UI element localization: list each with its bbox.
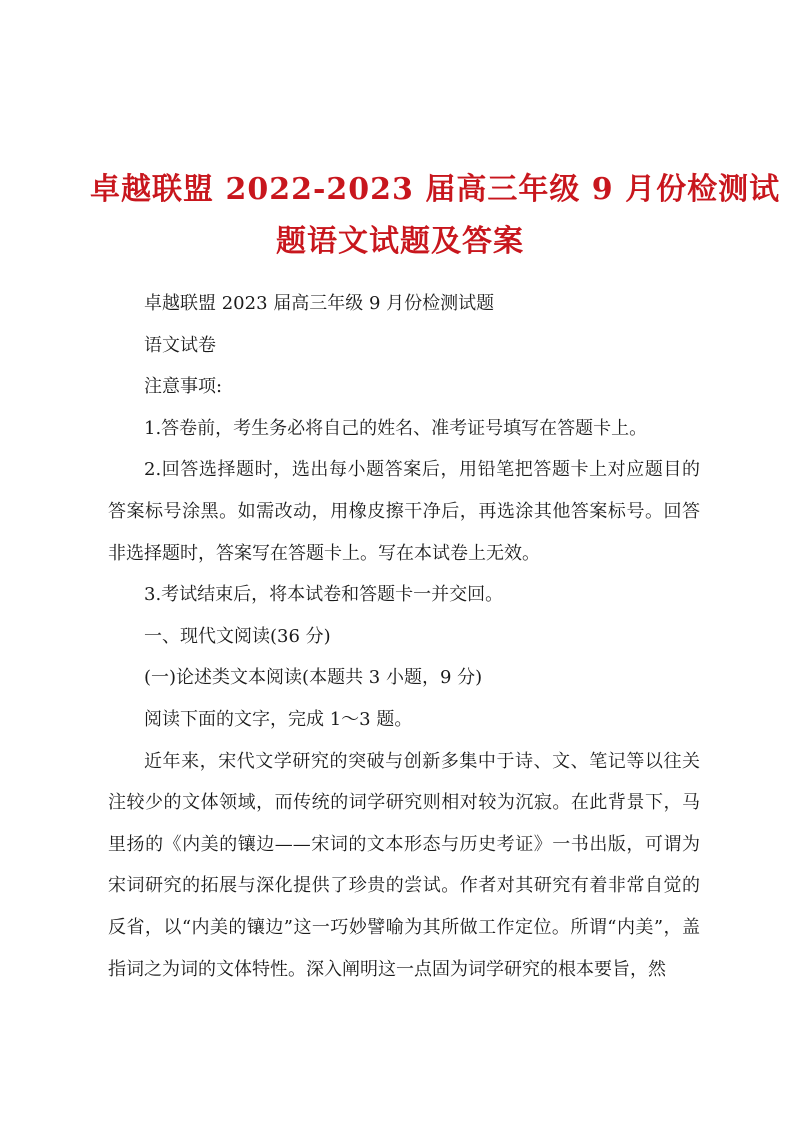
paragraph-notice-heading: 注意事项: [144,376,223,398]
paragraph-notice-3: 3.考试结束后，将本试卷和答题卡一并交回。 [144,584,504,606]
reading-passage: 近年来，宋代文学研究的突破与创新多集中于诗、文、笔记等以往关注较少的文体领域，而传统的词学研究则相对较为沉寂。在此背景下，马里扬的《内美的镶边——宋词的文本形态与历史考证》一书出版，可谓为宋词研究的拓展与深化提供了珍贵的尝试。作者对其研究有着非常自觉的反省，以“内美的镶边”这一巧妙譬喻为其所做工作定位。所谓“内美”，盖指词之为词的文体特性。深入阐明这一点固为词学研究的根本要旨，然 [108,750,700,980]
section-heading: 一、现代文阅读(36 分) [144,625,331,647]
title-line-1: 卓越联盟 2022-2023 届高三年级 9 月份检测试 [90,172,781,207]
document-title [90,164,781,268]
paragraph-exam-name: 卓越联盟 2023 届高三年级 9 月份检测试题 [144,293,495,314]
paragraph-notice-2: 2.回答选择题时，选出每小题答案后，用铅笔把答题卡上对应题目的答案标号涂黑。如需改动，用橡皮擦干净后，再选涂其他答案标号。回答非选择题时，答案写在答题卡上。写在本试卷上无效。 [108,459,700,564]
paragraph-subject: 语文试卷 [144,334,216,356]
title-line-2: 题语文试题及答案 [276,224,524,259]
subsection-heading: (一)论述类文本阅读(本题共 3 小题，9 分) [144,667,483,689]
reading-instruction: 阅读下面的文字，完成 1～3 题。 [144,708,413,730]
document-body [108,283,700,990]
paragraph-notice-1: 1.答卷前，考生务必将自己的姓名、准考证号填写在答题卡上。 [144,417,648,439]
